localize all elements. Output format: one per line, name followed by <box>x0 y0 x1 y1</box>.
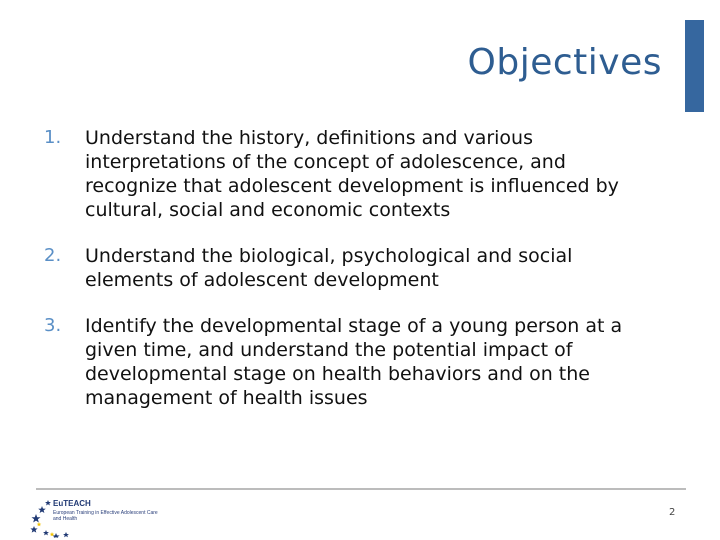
slide-title: Objectives <box>467 42 662 83</box>
logo-name: EuTEACH <box>53 499 91 508</box>
objective-item <box>44 314 664 410</box>
objective-text: Identify the developmental stage of a young person at a given time, and understand the potential impact of developmental stage on health behaviors and on the management of health issues <box>85 315 623 409</box>
accent-bar <box>685 20 704 112</box>
objective-text: Understand the biological, psychological and social elements of adolescent development <box>85 245 573 291</box>
page-number: 2 <box>669 507 676 518</box>
objective-item <box>44 244 664 292</box>
logo-tagline: European Training in Effective Adolescent Care and Health <box>53 510 158 522</box>
objective-text: Understand the history, definitions and various interpretations of the concept of adolescence, and recognize that adolescent development is influenced by cultural, social and economic contexts <box>85 127 619 221</box>
objective-number: 3. <box>44 315 62 336</box>
objective-item <box>44 126 664 222</box>
footer-divider <box>36 488 686 490</box>
objective-number: 1. <box>44 127 62 148</box>
objectives-list <box>44 126 664 432</box>
objective-number: 2. <box>44 245 62 266</box>
